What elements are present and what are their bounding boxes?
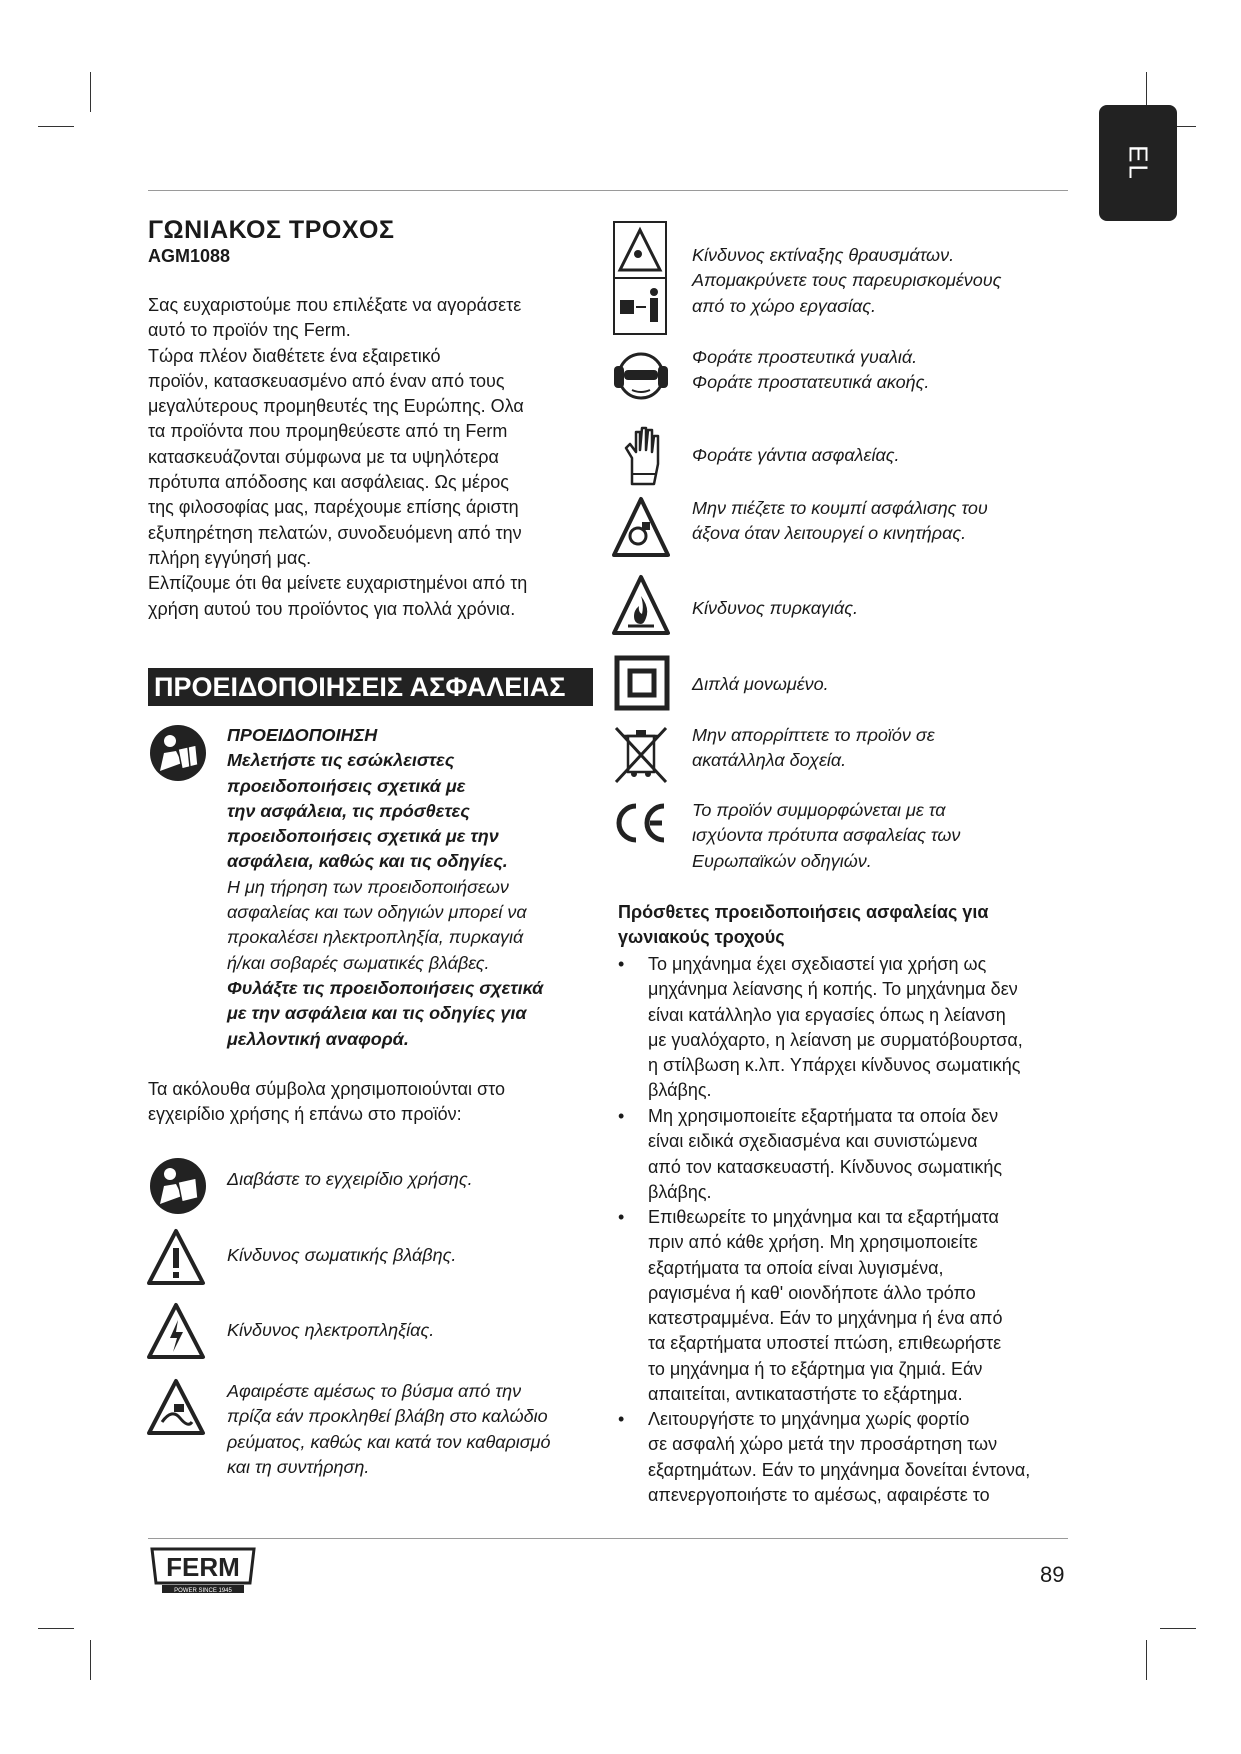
symbol-text-line: άξονα όταν λειτουργεί ο κινητήρας. bbox=[692, 523, 967, 544]
intro-line: της φιλοσοφίας μας, παρέχουμε επίσης άριστη bbox=[148, 497, 519, 518]
goggles-earmuffs-icon bbox=[612, 346, 670, 404]
symbol-text bbox=[227, 1318, 617, 1343]
crop-mark bbox=[1160, 1628, 1196, 1629]
fire-icon bbox=[612, 574, 670, 636]
bullet-text bbox=[648, 1104, 1073, 1205]
bullet-line: κατεστραμμένα. Εάν το μηχάνημα ή ένα από bbox=[648, 1308, 1003, 1329]
double-insulated-icon bbox=[614, 655, 670, 711]
bullet-line: από τον κατασκευαστή. Κίνδυνος σωματικής bbox=[648, 1156, 1003, 1177]
bullet-icon: • bbox=[618, 1207, 625, 1227]
intro-line: εξυπηρέτηση πελατών, συνοδευόμενη από την bbox=[148, 522, 522, 543]
bullet-line: είναι κατάλληλο για εργασίες όπως η λείανση bbox=[648, 1004, 1006, 1025]
bullet-line: βλάβης. bbox=[648, 1080, 712, 1101]
symbol-text bbox=[692, 496, 1082, 547]
bullet-icon: • bbox=[618, 1409, 625, 1429]
intro-line: Σας ευχαριστούμε που επιλέξατε να αγοράσετε bbox=[148, 295, 522, 315]
electric-shock-icon bbox=[146, 1302, 206, 1360]
symbol-text-line: Κίνδυνος ηλεκτροπληξίας. bbox=[227, 1320, 435, 1340]
bullet-line: τα εξαρτήματα υποστεί πτώση, επιθεωρήστε bbox=[648, 1333, 1002, 1354]
symbol-text-line: Κίνδυνος εκτίναξης θραυσμάτων. bbox=[692, 245, 955, 265]
bullet-line: εξαρτήματα τα οποία είναι λυγισμένα, bbox=[648, 1257, 944, 1278]
symbol-text bbox=[692, 243, 1082, 319]
symbol-text bbox=[692, 443, 1082, 468]
crop-mark bbox=[38, 1628, 74, 1629]
bullet-item bbox=[618, 1205, 1073, 1407]
intro-line: χρήση αυτού του προϊόντος για πολλά χρόνια. bbox=[148, 598, 516, 619]
warning-line: ή/και σοβαρές σωματικές βλάβες. bbox=[227, 952, 490, 973]
intro-line: πρότυπα απόδοσης και ασφάλειας. Ως μέρος bbox=[148, 472, 509, 493]
injury-warning-icon bbox=[146, 1228, 206, 1286]
bullet-line: με γυαλόχαρτο, η λείανση με συρματόβουρτσα, bbox=[648, 1029, 1023, 1050]
bullet-line: βλάβης. bbox=[648, 1181, 712, 1202]
logo-text: FERM bbox=[166, 1552, 240, 1582]
bullet-line: απενεργοποιήστε το αμέσως, αφαιρέστε το bbox=[648, 1484, 990, 1505]
warning-line: μελλοντική αναφορά. bbox=[227, 1028, 409, 1049]
warning-bold-text-2 bbox=[227, 976, 612, 1052]
bullet-line: εξαρτημάτων. Εάν το μηχάνημα δονείται έντονα, bbox=[648, 1459, 1031, 1480]
crop-mark bbox=[90, 1640, 91, 1680]
logo-tagline: POWER SINCE 1945 bbox=[174, 1588, 232, 1594]
bullet-line: η στίλβωση κ.λπ. Υπάρχει κίνδυνος σωματικής bbox=[648, 1055, 1021, 1076]
symbol-text-line: πρίζα εάν προκληθεί βλάβη στο καλώδιο bbox=[227, 1406, 548, 1427]
crop-mark bbox=[1146, 1640, 1147, 1680]
ferm-logo bbox=[148, 1545, 258, 1595]
intro-line: πλήρη εγγύησή μας. bbox=[148, 547, 312, 568]
warning-line: ασφαλείας και των οδηγιών μπορεί να bbox=[227, 902, 527, 923]
symbol-text-line: από το χώρο εργασίας. bbox=[692, 295, 877, 316]
page-title: ΓΩΝΙΑΚΟΣ ΤΡΟΧΟΣ bbox=[148, 216, 395, 244]
symbol-text-line: ακατάλληλα δοχεία. bbox=[692, 750, 847, 771]
bullet-line: είναι ειδικά σχεδιασμένα και συνιστώμενα bbox=[648, 1131, 978, 1152]
warning-heading: ΠΡΟΕΙΔΟΠΟΙΗΣΗ bbox=[227, 725, 378, 745]
warning-line: προκαλέσει ηλεκτροπληξία, πυρκαγιά bbox=[227, 927, 524, 948]
bullet-line: ραγισμένα ή καθ' οιονδήποτε άλλο τρόπο bbox=[648, 1282, 976, 1303]
unplug-cable-icon bbox=[146, 1378, 206, 1436]
intro-line: Τώρα πλέον διαθέτετε ένα εξαιρετικό bbox=[148, 345, 441, 366]
bullet-text bbox=[648, 1407, 1073, 1508]
spindle-lock-icon bbox=[612, 496, 670, 558]
flying-debris-icon bbox=[612, 220, 668, 336]
warning-line: προειδοποιήσεις σχετικά με bbox=[227, 775, 466, 796]
symbol-text bbox=[692, 672, 1082, 697]
symbol-text bbox=[692, 798, 1082, 874]
intro-line: μεγαλύτερους προμηθευτές της Ευρώπης. Ολα bbox=[148, 396, 524, 417]
ce-mark-icon bbox=[612, 800, 670, 846]
sub-heading-line: γωνιακούς τροχούς bbox=[618, 927, 785, 948]
symbol-text bbox=[692, 345, 1082, 396]
header-rule bbox=[148, 190, 1068, 191]
intro-line: αυτό το προϊόν της Ferm. bbox=[148, 320, 351, 341]
language-tab: EL bbox=[1099, 105, 1177, 221]
intro-line: κατασκευάζονται σύμφωνα με τα υψηλότερα bbox=[148, 446, 499, 467]
symbol-text-line: ισχύοντα πρότυπα ασφαλείας των bbox=[692, 825, 961, 846]
crop-mark bbox=[38, 126, 74, 127]
sub-heading bbox=[618, 900, 1068, 951]
symbol-text bbox=[227, 1167, 617, 1192]
crop-mark bbox=[90, 72, 91, 112]
bullet-icon: • bbox=[618, 954, 625, 974]
symbol-text-line: Απομακρύνετε τους παρευρισκομένους bbox=[692, 270, 1002, 291]
footer-rule bbox=[148, 1538, 1068, 1539]
symbols-intro-line: εγχειρίδιο χρήσης ή επάνω στο προϊόν: bbox=[148, 1104, 462, 1125]
bullet-line: Μη χρησιμοποιείτε εξαρτήματα τα οποία δεν bbox=[648, 1106, 999, 1126]
intro-line: Ελπίζουμε ότι θα μείνετε ευχαριστημένοι από τη bbox=[148, 573, 528, 594]
bullet-item bbox=[618, 1407, 1073, 1508]
symbol-text-line: Μην πιέζετε το κουμπί ασφάλισης του bbox=[692, 498, 988, 518]
symbols-intro bbox=[148, 1077, 608, 1128]
symbol-text-line: Φοράτε προστατευτικά ακοής. bbox=[692, 372, 930, 393]
symbol-text bbox=[227, 1243, 617, 1268]
bullet-icon: • bbox=[618, 1106, 625, 1126]
bullet-text bbox=[648, 952, 1073, 1104]
symbol-text-line: Φοράτε γάντια ασφαλείας. bbox=[692, 445, 900, 465]
warning-italic-text bbox=[227, 875, 612, 976]
model-number: AGM1088 bbox=[148, 246, 231, 266]
bullet-item bbox=[618, 1104, 1073, 1205]
bullet-line: Επιθεωρείτε το μηχάνημα και τα εξαρτήματα bbox=[648, 1207, 999, 1227]
warning-bold-text bbox=[227, 748, 612, 874]
warning-line: Η μη τήρηση των προειδοποιήσεων bbox=[227, 876, 509, 897]
bullet-line: Το μηχάνημα έχει σχεδιαστεί για χρήση ως bbox=[648, 954, 987, 974]
warning-line: ασφάλεια, καθώς και τις οδηγίες. bbox=[227, 851, 508, 872]
warning-line: προειδοποιήσεις σχετικά με την bbox=[227, 826, 499, 847]
symbol-text-line: Μην απορρίπτετε το προϊόν σε bbox=[692, 725, 935, 745]
warning-line: Μελετήστε τις εσώκλειστες bbox=[227, 750, 455, 771]
symbol-text-line: Αφαιρέστε αμέσως το βύσμα από την bbox=[227, 1381, 522, 1401]
bullet-line: πριν από κάθε χρήση. Μη χρησιμοποιείτε bbox=[648, 1232, 978, 1253]
intro-line: προϊόν, κατασκευασμένο από έναν από τους bbox=[148, 370, 505, 391]
weee-bin-icon bbox=[612, 724, 670, 786]
bullet-line: μηχάνημα λείανσης ή κοπής. Το μηχάνημα δεν bbox=[648, 979, 1018, 1000]
warning-line: την ασφάλεια, τις πρόσθετες bbox=[227, 800, 470, 821]
symbol-text-line: Κίνδυνος σωματικής βλάβης. bbox=[227, 1245, 457, 1265]
bullet-text bbox=[648, 1205, 1073, 1407]
section-heading: ΠΡΟΕΙΔΟΠΟΙΗΣΕΙΣ ΑΣΦΑΛΕΙΑΣ bbox=[148, 668, 593, 706]
symbol-text-line: ρεύματος, καθώς και κατά τον καθαρισμό bbox=[227, 1431, 551, 1452]
symbol-text-line: Διπλά μονωμένο. bbox=[692, 674, 829, 694]
intro-line: τα προϊόντα που προμηθεύεστε από τη Ferm bbox=[148, 421, 508, 442]
symbol-text-line: και τη συντήρηση. bbox=[227, 1456, 370, 1477]
bullet-item bbox=[618, 952, 1073, 1104]
intro-paragraph bbox=[148, 293, 608, 622]
page-number: 89 bbox=[1040, 1562, 1065, 1587]
bullet-line: σε ασφαλή χώρο μετά την προσάρτηση των bbox=[648, 1434, 998, 1455]
bullet-line: απαιτείται, αντικαταστήστε το εξάρτημα. bbox=[648, 1384, 963, 1405]
symbol-text-line: Το προϊόν συμμορφώνεται με τα bbox=[692, 800, 946, 820]
symbol-text-line: Ευρωπαϊκών οδηγιών. bbox=[692, 850, 872, 871]
symbol-text bbox=[227, 1379, 617, 1480]
bullet-line: το μηχάνημα ή το εξάρτημα για ζημιά. Εάν bbox=[648, 1358, 983, 1379]
sub-heading-line: Πρόσθετες προειδοποιήσεις ασφαλείας για bbox=[618, 902, 989, 922]
read-manual-icon bbox=[148, 1156, 208, 1216]
read-manual-icon bbox=[148, 723, 208, 783]
warning-line: Φυλάξτε τις προειδοποιήσεις σχετικά bbox=[227, 977, 544, 998]
bullet-line: Λειτουργήστε το μηχάνημα χωρίς φορτίο bbox=[648, 1409, 970, 1429]
warning-block bbox=[227, 723, 612, 1052]
symbol-text bbox=[692, 596, 1082, 621]
symbols-intro-line: Τα ακόλουθα σύμβολα χρησιμοποιούνται στο bbox=[148, 1079, 505, 1099]
symbol-text-line: Κίνδυνος πυρκαγιάς. bbox=[692, 598, 858, 618]
warning-line: με την ασφάλεια και τις οδηγίες για bbox=[227, 1003, 527, 1024]
symbol-text-line: Φοράτε προστευτικά γυαλιά. bbox=[692, 347, 918, 367]
symbol-text bbox=[692, 723, 1082, 774]
symbol-text-line: Διαβάστε το εγχειρίδιο χρήσης. bbox=[227, 1169, 473, 1189]
gloves-icon bbox=[618, 424, 668, 486]
